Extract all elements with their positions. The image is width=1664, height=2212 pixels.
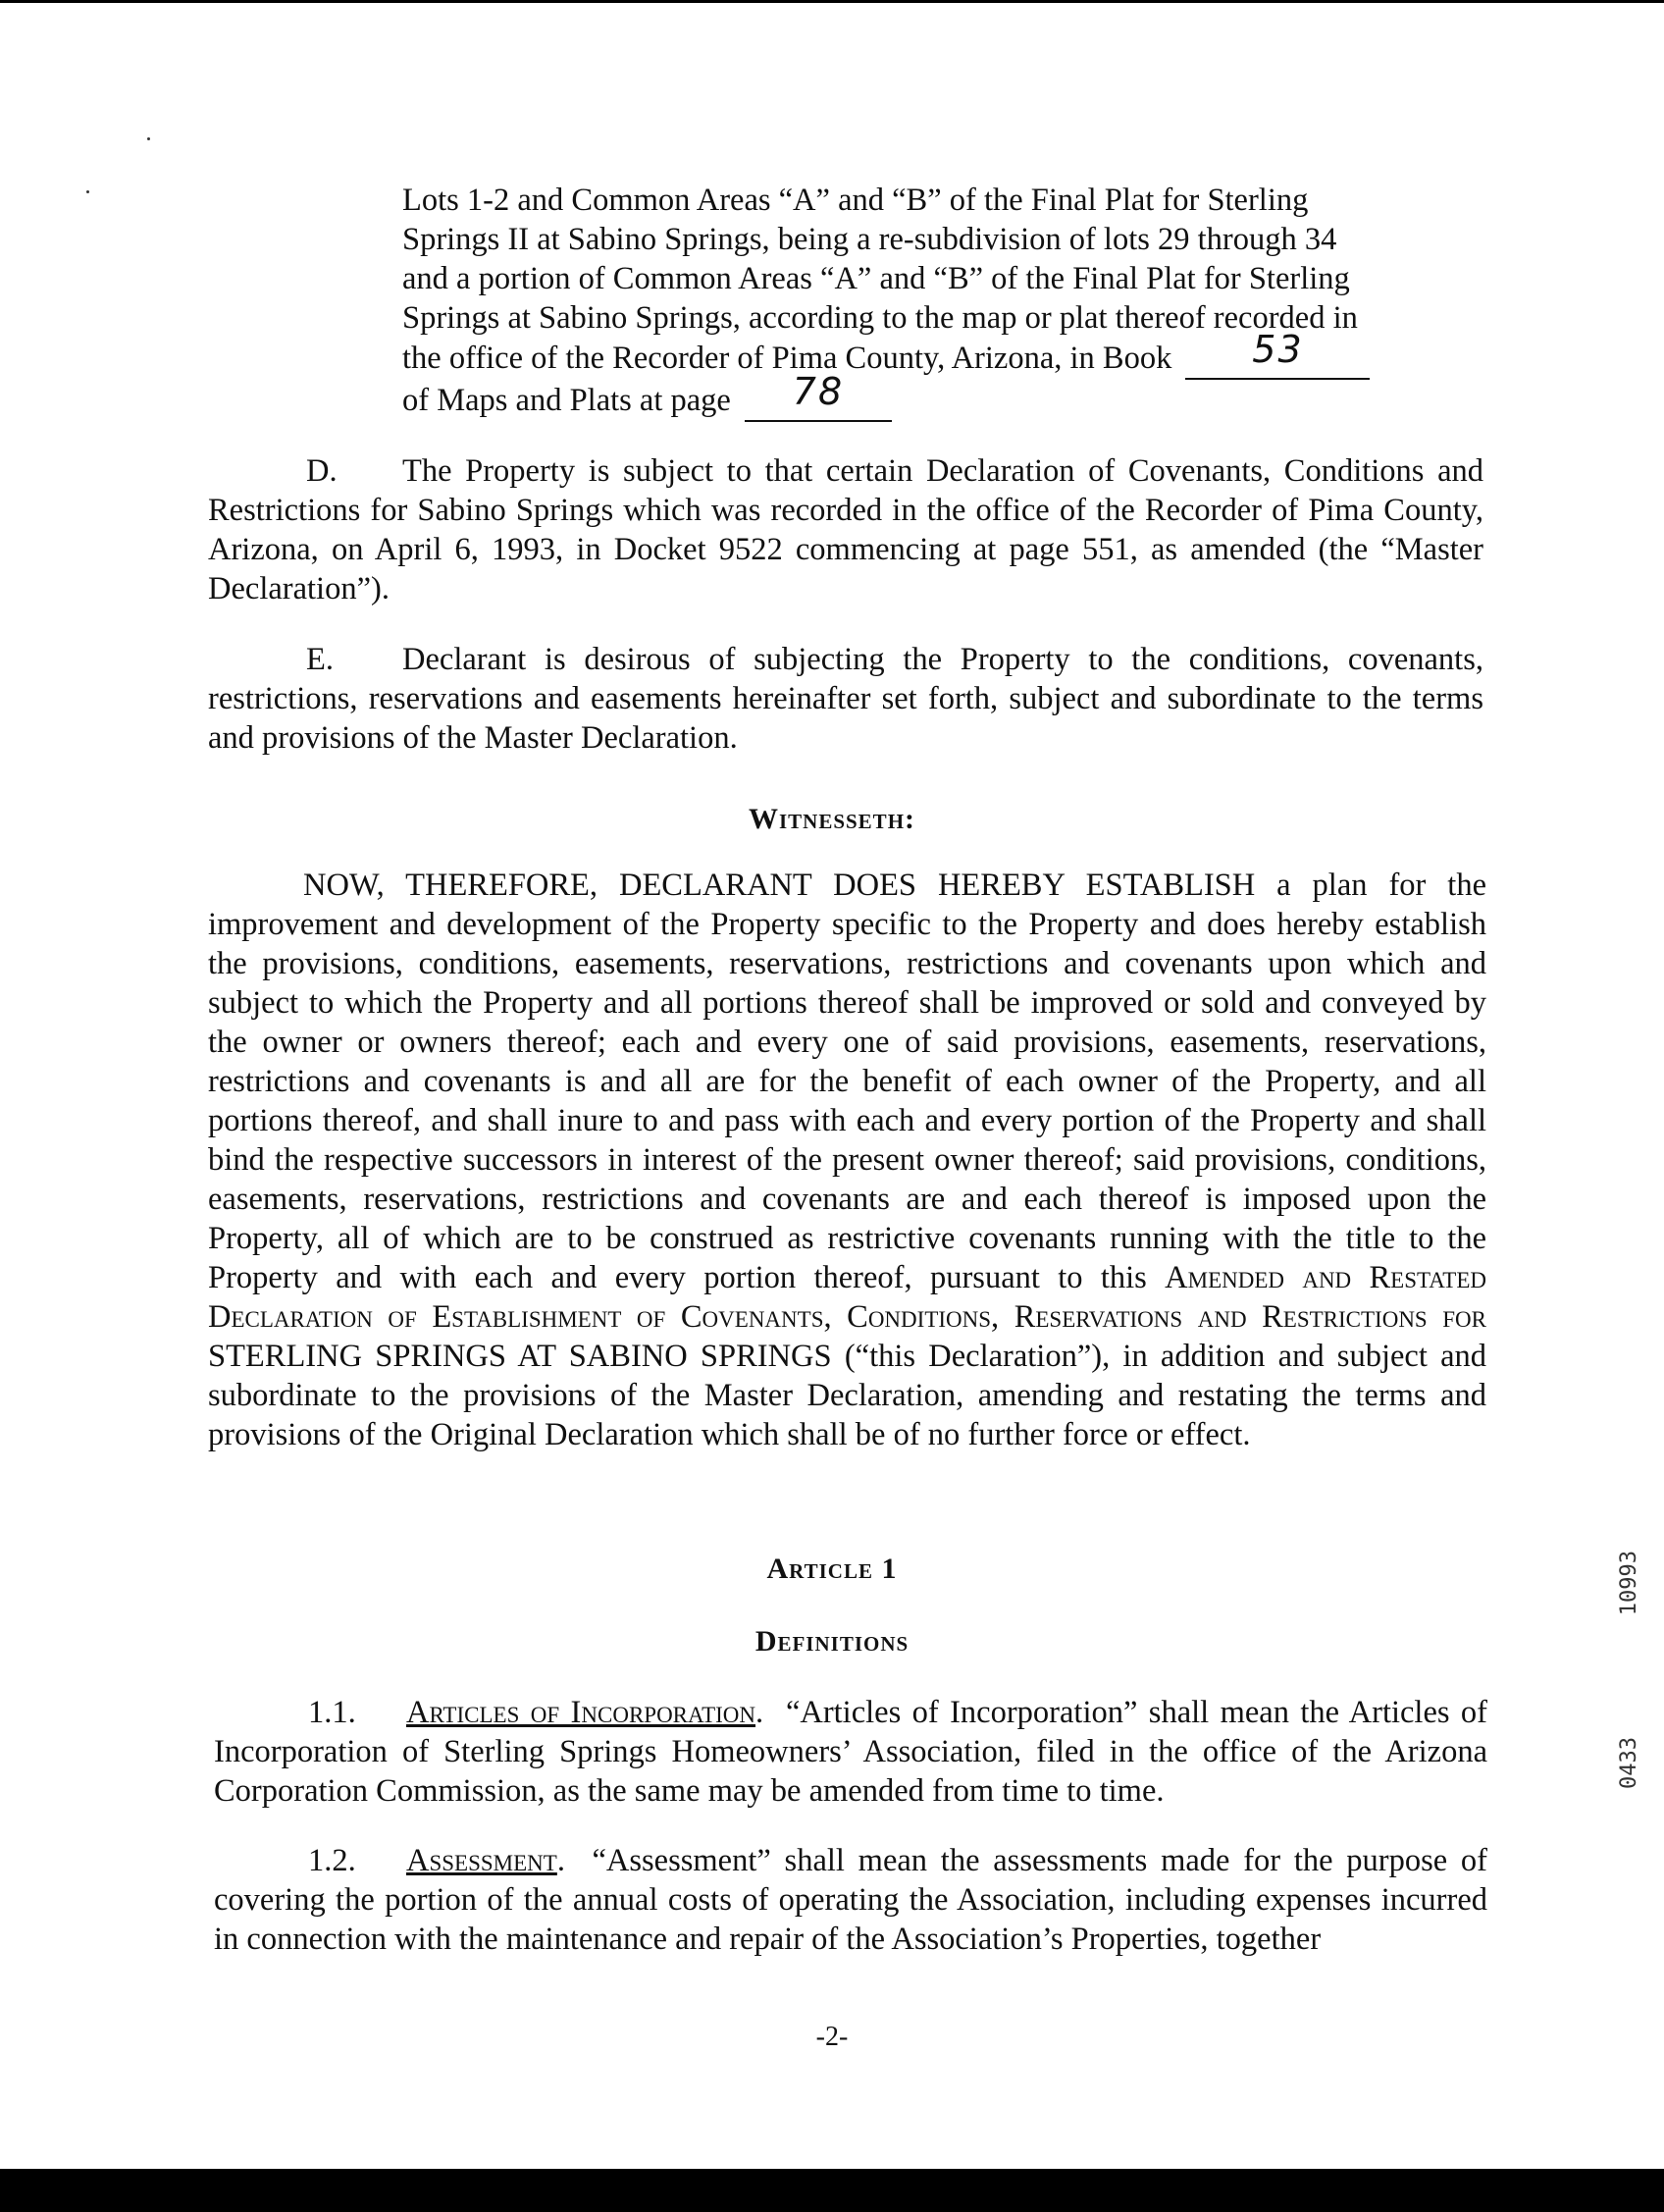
recital-e xyxy=(208,640,1483,758)
definition-text: “Assessment” shall mean the assessments made for the purpose of covering the portion of the annual costs of operating the Association, including expenses incurred in connection with the maintenance and repair of the Association’s Properties, together xyxy=(214,1843,1488,1957)
page-prefix: of Maps and Plats at page xyxy=(402,383,731,418)
recording-stamp-part-1: 10993 xyxy=(1617,1551,1641,1616)
lot-line-1: Lots 1-2 and Common Areas “A” and “B” of the Final Plat for Sterling xyxy=(402,183,1309,218)
definition-1-2: 1.2. Assessment. “Assessment” shall mean the assessments made for the purpose of covering the portion of the annual costs of operating the Association, including expenses incurred in connection with the maintenance and repair of the Association’s Properties, together xyxy=(214,1843,1488,1957)
article-title: Definitions xyxy=(754,1625,910,1658)
scan-speck xyxy=(147,137,150,140)
page-number: -2- xyxy=(815,2022,849,2052)
declaration-title-caps: STERLING SPRINGS AT SABINO SPRINGS xyxy=(208,1339,832,1374)
lot-line-5 xyxy=(402,328,1383,380)
recital-e-letter: E. xyxy=(306,642,334,677)
book-number-blank xyxy=(1185,328,1370,380)
lot-line-2: Springs II at Sabino Springs, being a re-subdivision of lots 29 through 34 xyxy=(402,222,1337,257)
recording-stamp xyxy=(1617,1551,1640,1874)
definition-number: 1.1. xyxy=(308,1695,356,1730)
definition-number: 1.2. xyxy=(308,1843,356,1878)
recital-d-text: The Property is subject to that certain Declaration of Covenants, Conditions and Restrictions for Sabino Springs which was recorded in the office of the Recorder of Pima County, Arizona, on April 6, 1993, in Docket 9522 commencing at page 551, as amended (the “Master Declaration”). xyxy=(208,453,1483,606)
definition-term: Articles of Incorporation xyxy=(406,1695,756,1730)
witnesseth-part2: (“this Declaration”), in addition and subject and subordinate to the provisions of the Master Declaration, amending and restating the terms and provisions of the Original Declaration which shall be of no further force or effect. xyxy=(208,1339,1486,1452)
page-number-blank xyxy=(745,370,892,422)
book-number-handwritten: 53 xyxy=(1252,328,1304,371)
lot-line-4: Springs at Sabino Springs, according to the map or plat thereof recorded in xyxy=(402,300,1358,336)
scan-speck xyxy=(86,190,89,193)
lot-description xyxy=(402,181,1383,422)
recital-e-text: Declarant is desirous of subjecting the Property to the conditions, covenants, restrictions, reservations and easements hereinafter set forth, subject and subordinate to the terms and provisions of the Master Declaration. xyxy=(208,642,1483,756)
definition-1-1: 1.1. Articles of Incorporation. “Articles of Incorporation” shall mean the Articles of Incorporation of Sterling Springs Homeowners’ Association, filed in the office of the Arizona Corporation Commission, as the same may be amended from time to time. xyxy=(214,1695,1487,1809)
definition-term: Assessment xyxy=(406,1843,557,1878)
scan-top-edge xyxy=(0,0,1664,3)
book-prefix: the office of the Recorder of Pima County, Arizona, in Book xyxy=(402,341,1172,376)
lot-line-3: and a portion of Common Areas “A” and “B” of the Final Plat for Sterling xyxy=(402,261,1350,296)
recording-stamp-part-2: 0433 xyxy=(1617,1737,1641,1789)
recital-d xyxy=(208,451,1483,608)
recital-d-letter: D. xyxy=(306,453,338,489)
scan-bottom-edge xyxy=(0,2169,1664,2212)
definition-text: “Articles of Incorporation” shall mean the Articles of Incorporation of Sterling Springs Homeowners’ Association, filed in the office of the Arizona Corporation Commission, as the same may be amended from time to time. xyxy=(214,1695,1487,1809)
article-label: Article 1 xyxy=(766,1553,898,1585)
declaration-title-smallcaps: Amended and Restated Declaration of Establishment of Covenants, Conditions, Reservations and Restrictions for xyxy=(208,1260,1487,1335)
witnesseth-body xyxy=(208,866,1486,1454)
lot-line-6 xyxy=(402,370,1383,422)
witnesseth-heading: Witnesseth: xyxy=(748,803,916,835)
witnesseth-part1: NOW, THEREFORE, DECLARANT DOES HEREBY ESTABLISH a plan for the improvement and development of the Property specific to the Property and does hereby establish the provisions, conditions, easements, reservations, restrictions and covenants upon which and subject to which the Property and all portions thereof shall be improved or sold and conveyed by the owner or owners thereof; each and every one of said provisions, easements, reservations, restrictions and covenants is and all are for the benefit of each owner of the Property, and all portions thereof, and shall inure to and pass with each and every portion of the Property and shall bind the respective successors in interest of the present owner thereof; said provisions, conditions, easements, reservations, restrictions and covenants are and each thereof is imposed upon the Property, all of which are to be construed as restrictive covenants running with the title to the Property and with each and every portion thereof, pursuant to this xyxy=(208,868,1486,1295)
plat-page-handwritten: 78 xyxy=(792,370,845,413)
